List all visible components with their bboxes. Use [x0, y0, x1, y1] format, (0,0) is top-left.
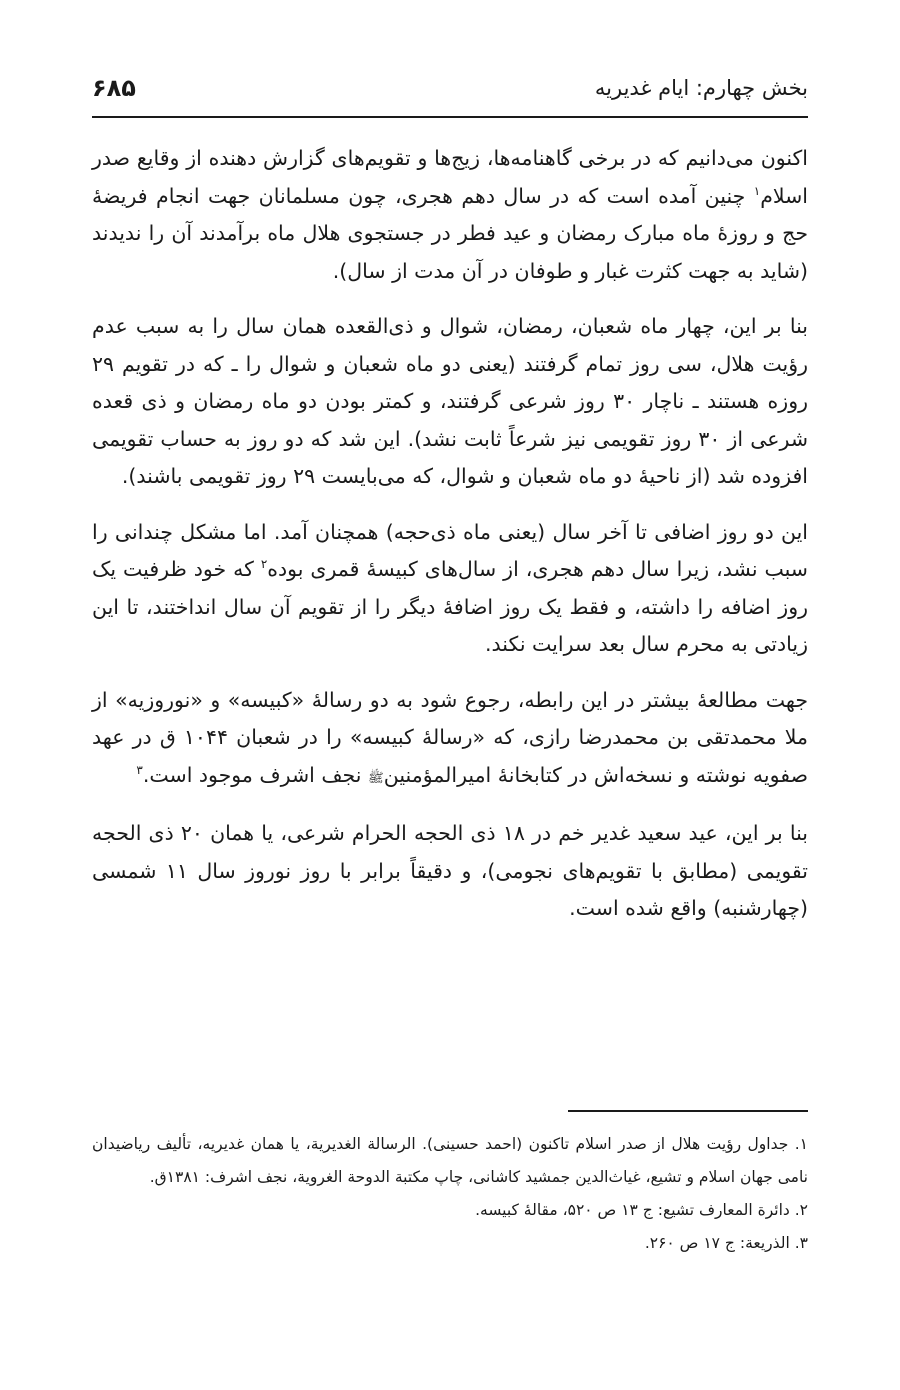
paragraph-5-text: بنا بر این، عید سعید غدیر خم در ۱۸ ذی الحجه الحرام شرعی، یا همان ۲۰ ذی الحجه تقویمی (مطابق با تقویم‌های نجومی)، و دقیقاً برابر با روز نوروز سال ۱۱ شمسی (چهارشنبه) واقع شده است.	[92, 821, 809, 920]
paragraph-3-text-before: این دو روز اضافی تا آخر سال (یعنی ماه ذی‌حجه) همچنان آمد. اما مشکل چندانی را سبب نشد، زیرا سال دهم هجری، از سال‌های کبیسهٔ قمری بوده	[92, 519, 808, 581]
footnote-ref-1[interactable]: ۱	[753, 183, 761, 198]
main-text	[92, 140, 808, 946]
paragraph-4-text-before: جهت مطالعهٔ بیشتر در این رابطه، رجوع شود به دو رسالهٔ «کبیسه» و «نوروزیه» از ملا محمدتقی بن محمدرضا رازی، که «رسالهٔ کبیسه» را در شعبان ۱۰۴۴ ق در عهد صفویه نوشته و نسخه‌اش در کتابخانهٔ امیرالمؤمنین	[92, 687, 808, 787]
paragraph-2-text: بنا بر این، چهار ماه شعبان، رمضان، شوال و ذی‌القعده همان سال را به سبب عدم رؤیت هلال، سی روز تمام گرفتند (یعنی دو ماه شعبان و شوال را ـ که در تقویم ۲۹ روزه هستند ـ ناچار ۳۰ روز شرعی گرفتند، و کمتر بودن دو ماه رمضان و ذی قعده شرعی از ۳۰ روز تقویمی نیز شرعاً ثابت نشد). این شد که دو روز به حساب تقویمی افزوده شد (از ناحیهٔ دو ماه شعبان و شوال، که می‌بایست ۲۹ روز تقویمی باشند).	[92, 314, 808, 488]
page-header	[92, 68, 808, 108]
paragraph-1-line-2a: صدر اسلام	[92, 146, 808, 208]
footnote-2: ۲. دائرة المعارف تشیع: ج ۱۳ ص ۵۲۰، مقالهٔ کبیسه.	[475, 1201, 808, 1219]
page-number: ۶۸۵	[92, 74, 136, 102]
header-divider	[92, 116, 808, 118]
footnote-divider	[568, 1110, 808, 1112]
paragraph-3-text-after: که خود ظرفیت یک روز اضافه را داشته، و فقط یک روز اضافهٔ دیگر را از تقویم آن سال انداختند، تا این زیادتی به محرم سال بعد سرایت نکند.	[92, 557, 808, 656]
footnote-ref-2[interactable]: ۲	[260, 557, 268, 572]
paragraph-1-line-1: اکنون می‌دانیم که در برخی گاهنامه‌ها، زیج‌ها و تقویم‌های گزارش دهنده از وقایع	[136, 146, 808, 170]
footnote-1: ۱. جداول رؤیت هلال از صدر اسلام تاکنون (احمد حسینی). الرسالة الغديرية، يا همان غدیریه، تألیف ریاضیدان نامی جهان اسلام و تشیع، غیاث‌الدین جمشید کاشانی، چاپ مکتبة الدوحة الغروية، نجف اشرف: ۱۳۸۱ق.	[92, 1135, 808, 1186]
paragraph-3	[92, 514, 808, 664]
chapter-title: بخش چهارم: ایام غدیریه	[594, 76, 808, 100]
paragraph-4-text-after: نجف اشرف موجود است.	[142, 762, 369, 787]
paragraph-4	[92, 682, 808, 798]
footnotes	[92, 1128, 808, 1260]
paragraph-5	[92, 815, 808, 928]
footnote-ref-3[interactable]: ۳	[136, 762, 143, 777]
paragraph-1-line-3: فریضهٔ حج و روزهٔ ماه مبارک رمضان و عید فطر در جستجوی هلال ماه برآمدند آن را	[92, 183, 808, 245]
paragraph-1-line-2b: چنین آمده است که در سال دهم هجری، چون مسلمانان جهت انجام	[156, 183, 754, 208]
honorific-glyph: ﷺ	[368, 770, 384, 786]
paragraph-1-line-4: ندیدند (شاید به جهت کثرت غبار و طوفان در آن مدت از سال).	[92, 221, 808, 283]
paragraph-2	[92, 308, 808, 496]
paragraph-1	[92, 140, 808, 290]
footnote-3: ۳. الذريعة: ج ۱۷ ص ۲۶۰.	[644, 1234, 808, 1252]
